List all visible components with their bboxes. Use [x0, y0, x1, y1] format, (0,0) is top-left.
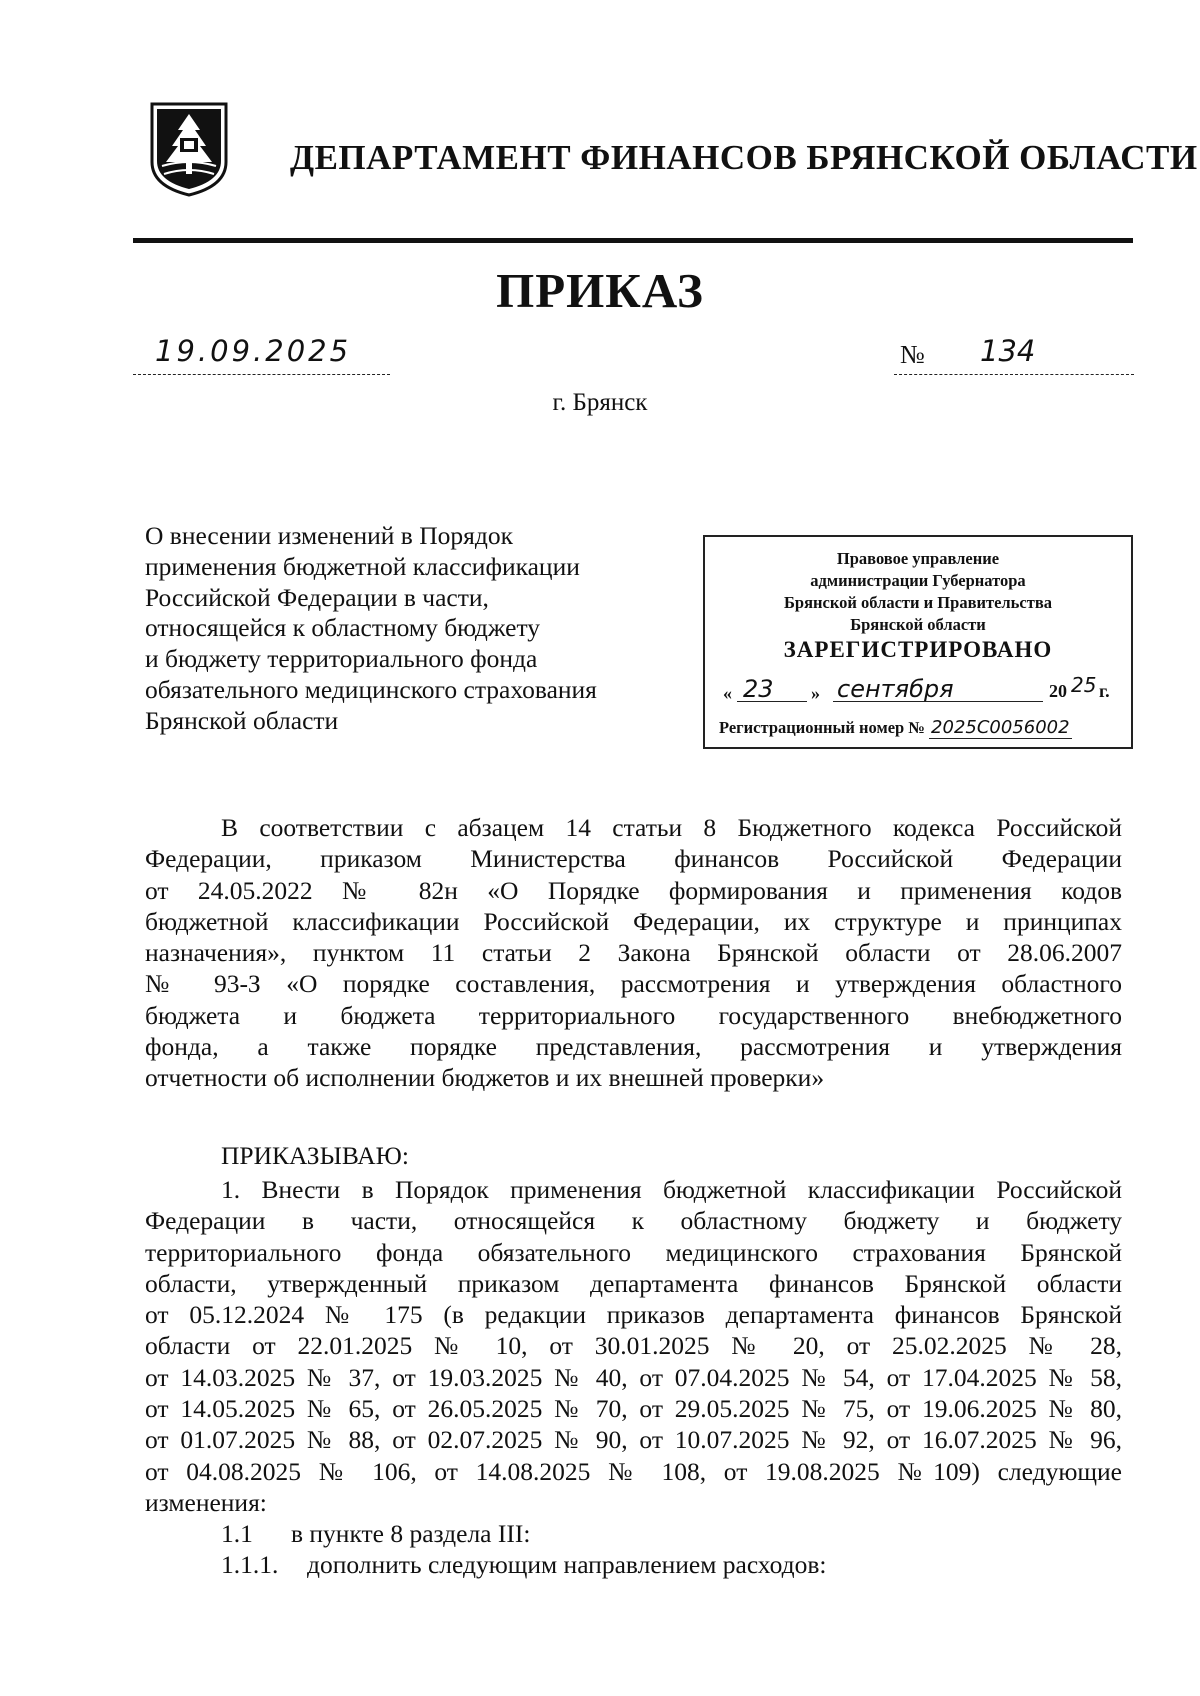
item-line: изменения: — [145, 1487, 267, 1517]
stamp-line: администрации Губернатора — [810, 571, 1026, 590]
subject-line: Брянской области — [145, 705, 339, 735]
document-number: 134 — [980, 334, 1036, 368]
subject-line: и бюджету территориального фонда — [145, 644, 538, 674]
stamp-month: сентября — [837, 675, 954, 703]
subject-line: Российской Федерации в части, — [145, 582, 489, 612]
stamp-year-unit: г. — [1099, 681, 1110, 701]
date-underline — [133, 373, 390, 375]
subject-line: относящейся к областному бюджету — [145, 613, 541, 643]
document-date: 19.09.2025 — [155, 334, 352, 368]
coat-of-arms-emblem — [148, 100, 230, 198]
preamble-line: бюджета и бюджета территориального государственного внебюджетного — [145, 1000, 1122, 1030]
preamble-line: фонда, а также порядке представления, рассмотрения и утверждения — [145, 1032, 1122, 1062]
item-line: области от 22.01.2025 № 10, от 30.01.2025 № 20, от 25.02.2025 № 28, — [145, 1331, 1122, 1361]
item-line: области, утвержденный приказом департамента финансов Брянской области — [145, 1268, 1122, 1298]
item-line: 1. Внести в Порядок применения бюджетной классификации Российской — [221, 1175, 1122, 1204]
preamble-line: назначения», пунктом 11 статьи 2 Закона Брянской области от 28.06.2007 — [145, 938, 1122, 968]
subitem-number: 1.1.1. — [221, 1550, 279, 1580]
document-type: ПРИКАЗ — [496, 263, 704, 318]
stamp-quote-open: « — [723, 683, 732, 703]
number-sign: № — [900, 340, 925, 369]
item-line: территориального фонда обязательного медицинского страхования Брянской — [145, 1237, 1122, 1267]
item-line: от 01.07.2025 № 88, от 02.07.2025 № 90, от 10.07.2025 № 92, от 16.07.2025 № 96, — [145, 1425, 1122, 1455]
subitem-text: дополнить следующим направлением расходов: — [307, 1550, 827, 1580]
stamp-day-underline — [737, 701, 807, 702]
stamp-year-prefix: 20 — [1049, 681, 1067, 701]
stamp-reg-number: 2025С0056002 — [931, 717, 1070, 738]
stamp-date-row — [715, 673, 1125, 707]
stamp-line: Брянской области — [850, 615, 986, 634]
city: г. Брянск — [552, 389, 648, 416]
subitem-1-1 — [145, 1518, 1122, 1581]
stamp-line: Правовое управление — [836, 549, 1000, 568]
subject-line: О внесении изменений в Порядок — [145, 521, 513, 550]
stamp-year-suffix: 25 — [1071, 673, 1097, 697]
stamp-month-underline — [833, 701, 1043, 702]
stamp-day: 23 — [743, 675, 774, 703]
stamp-registration-row — [719, 717, 1129, 745]
stamp-reg-label: Регистрационный номер № — [719, 718, 925, 737]
subitem-number: 1.1 — [221, 1519, 253, 1548]
department-title: ДЕПАРТАМЕНТ ФИНАНСОВ БРЯНСКОЙ ОБЛАСТИ — [290, 138, 1198, 177]
item-line: от 14.05.2025 № 65, от 26.05.2025 № 70, от 29.05.2025 № 75, от 19.06.2025 № 80, — [145, 1394, 1122, 1424]
preamble-line: отчетности об исполнении бюджетов и их внешней проверки» — [145, 1063, 825, 1093]
registration-stamp — [703, 535, 1133, 749]
preamble-line: бюджетной классификации Российской Федерации, их структуре и принципах — [145, 906, 1122, 936]
preamble-line: № 93-З «О порядке составления, рассмотрения и утверждения областного — [145, 969, 1122, 999]
order-word: ПРИКАЗЫВАЮ: — [221, 1141, 409, 1170]
header-divider — [133, 238, 1133, 243]
item-line: от 04.08.2025 № 106, от 14.08.2025 № 108, от 19.08.2025 №109) следующие — [145, 1456, 1122, 1486]
subject-line: применения бюджетной классификации — [145, 551, 580, 581]
item-line: от 05.12.2024 № 175 (в редакции приказов департамента финансов Брянской — [145, 1300, 1122, 1330]
stamp-status: ЗАРЕГИСТРИРОВАНО — [783, 637, 1053, 662]
item-1 — [145, 1174, 1122, 1518]
preamble-line: Федерации, приказом Министерства финансов Российской Федерации — [145, 844, 1122, 874]
item-line: от 14.03.2025 № 37, от 19.03.2025 № 40, от 07.04.2025 № 54, от 17.04.2025 № 58, — [145, 1362, 1122, 1392]
stamp-quote-close: » — [811, 683, 820, 703]
number-underline — [894, 373, 1134, 375]
item-line: Федерации в части, относящейся к областному бюджету и бюджету — [145, 1206, 1122, 1236]
order-word-block — [145, 1140, 1122, 1171]
subitem-text: в пункте 8 раздела III: — [291, 1519, 531, 1548]
preamble-line: от 24.05.2022 № 82н «О Порядке формирования и применения кодов — [145, 875, 1122, 905]
preamble-line: В соответствии с абзацем 14 статьи 8 Бюджетного кодекса Российской — [221, 813, 1122, 842]
preamble — [145, 812, 1122, 1094]
subject-line: обязательного медицинского страхования — [145, 674, 597, 704]
stamp-line: Брянской области и Правительства — [784, 593, 1052, 612]
document-subject — [145, 521, 705, 737]
